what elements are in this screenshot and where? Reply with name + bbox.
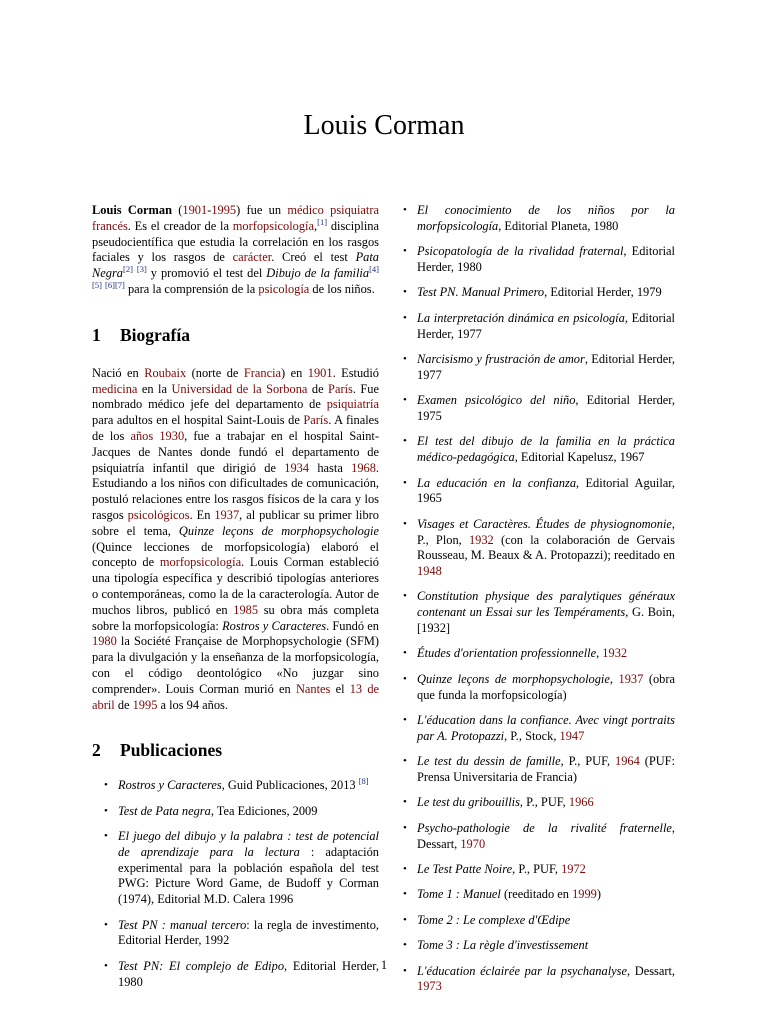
- wiki-link[interactable]: 1995: [132, 697, 158, 712]
- text-run: , Dessart,: [417, 820, 675, 851]
- reference-link[interactable]: [7]: [114, 279, 125, 290]
- wiki-link[interactable]: psicológicos: [127, 507, 190, 522]
- italic-title: Test PN: El complejo de Edipo: [118, 958, 285, 973]
- text-run: ,: [596, 646, 603, 661]
- wiki-link[interactable]: psiquiatría: [326, 397, 379, 412]
- text-run: . Fue nombrado médico jefe del departamento de: [92, 381, 379, 412]
- section-heading-biografia: [92, 324, 379, 346]
- wiki-link[interactable]: 1968: [351, 460, 376, 475]
- publication-item: [403, 713, 675, 745]
- text-run: : adaptación experimental para la población española del test PWG: Picture Word Game, de Budoff y Corman (1974), Editorial M.D. Calera 1996: [118, 844, 379, 907]
- italic-title: El test del dibujo de la familia en la práctica médico-pedagógica: [417, 434, 675, 465]
- wiki-link[interactable]: 1995: [211, 203, 237, 217]
- bullet-icon: •: [403, 517, 407, 530]
- text-run: , Editorial Aguilar, 1965: [417, 475, 675, 506]
- text-run: ,: [609, 671, 619, 686]
- text-run: . Es el creador de la: [127, 218, 233, 233]
- italic-title: Études d'orientation professionnelle: [417, 646, 597, 661]
- wiki-link[interactable]: 1934: [284, 460, 310, 475]
- publication-item: [403, 434, 675, 466]
- text-run: ): [596, 887, 602, 902]
- intro-paragraph: [92, 203, 379, 298]
- text-run: de: [307, 381, 329, 396]
- text-run: , P., Plon,: [417, 516, 675, 547]
- publication-item: [403, 352, 675, 384]
- text-run: de: [114, 697, 133, 712]
- wiki-link[interactable]: París: [303, 413, 329, 428]
- text-run: para adultos en el hospital Saint-Louis de: [92, 413, 304, 428]
- text-run: el: [330, 681, 350, 696]
- publication-item: [403, 311, 675, 343]
- italic-title: Tome 1 : Manuel: [417, 887, 501, 902]
- bullet-icon: •: [104, 959, 108, 972]
- wiki-link[interactable]: 13 de abril: [92, 681, 380, 712]
- publication-item: [92, 918, 379, 950]
- section-number: 1: [92, 324, 101, 345]
- publication-item: [403, 887, 675, 903]
- text-run: . Louis Corman estableció una tipología específica y describió tipologías anteriores o contemporáneas, como la de la caracterología. Autor de muchos libros, publicó en: [92, 555, 379, 617]
- bullet-icon: •: [403, 714, 407, 727]
- wiki-link[interactable]: 1932: [602, 646, 628, 661]
- wiki-link[interactable]: Roubaix: [144, 365, 187, 380]
- publication-item: [403, 754, 675, 786]
- italic-title: Le test du dessin de famille: [417, 754, 561, 769]
- text-run: (PUF: Prensa Universitaria de Francia): [417, 754, 675, 785]
- italic-title: Narcisismo y frustración de amor: [417, 351, 585, 366]
- text-run: , fue a trabajar en el hospital Saint-Jacques de Nantes donde fundó el departamento de psiquiatría infantil que dirigió de: [92, 428, 379, 475]
- text-run: , G. Boin, [1932]: [417, 605, 675, 636]
- left-column: [92, 203, 379, 1000]
- wiki-link[interactable]: París: [328, 381, 353, 396]
- wiki-link[interactable]: carácter: [232, 250, 272, 265]
- text-run: . A finales de los: [92, 413, 380, 443]
- text-run: . Estudió: [332, 365, 379, 380]
- text-run: . Fundó en: [326, 618, 379, 633]
- wiki-link[interactable]: años 1930: [130, 428, 185, 443]
- bullet-icon: •: [403, 311, 407, 324]
- text-run: , Editorial Herder, 1975: [417, 393, 675, 423]
- publication-item: [92, 778, 379, 794]
- italic-title: Rostros y Caracteres: [222, 618, 327, 633]
- text-run: , Tea Ediciones, 2009: [210, 803, 318, 818]
- italic-title: Examen psicológico del niño: [417, 393, 576, 408]
- bullet-icon: •: [403, 821, 407, 834]
- italic-title: Quinze leçons de morphopsychologie: [178, 523, 379, 538]
- italic-title: Tome 3 : La règle d'investissement: [417, 938, 589, 953]
- publication-item: [403, 589, 675, 636]
- page-title: Louis Corman: [303, 110, 465, 141]
- text-run: , Editorial Herder, 1979: [544, 285, 662, 300]
- text-run: . Estudiando a los niños con dificultades de comunicación, postuló relaciones entre los rasgos físicos de la cara y los rasgos: [92, 460, 380, 522]
- page-number: 1: [380, 958, 388, 972]
- bullet-icon: •: [403, 913, 407, 926]
- text-run: (reeditado en: [500, 887, 573, 902]
- bullet-icon: •: [403, 245, 407, 258]
- publication-item: [403, 795, 675, 811]
- text-run: , Editorial Herder, 1977: [417, 310, 675, 341]
- wiki-link[interactable]: 1932: [468, 532, 494, 547]
- publication-item: [403, 517, 675, 580]
- wiki-link[interactable]: 1999: [572, 887, 597, 902]
- bullet-icon: •: [104, 804, 108, 817]
- bullet-icon: •: [104, 918, 108, 931]
- text-run: en la: [137, 381, 172, 396]
- italic-title: Pata Negra: [92, 250, 379, 281]
- italic-title: Visages et Caractères. Études de physiognomonie: [417, 516, 672, 531]
- italic-title: Psycho-pathologie de la rivalité fraternelle: [417, 820, 672, 835]
- text-run: y promovió el test del: [146, 266, 267, 281]
- text-run: , Editorial Herder, 1980: [118, 958, 379, 989]
- bullet-icon: •: [104, 779, 108, 792]
- reference-link[interactable]: [1]: [317, 216, 328, 227]
- italic-title: La interpretación dinámica en psicología: [417, 310, 625, 325]
- text-run: de los niños.: [309, 281, 375, 296]
- wiki-link[interactable]: 1947: [559, 728, 585, 743]
- italic-title: Psicopatología de la rivalidad fraternal: [417, 244, 624, 259]
- publication-item: [403, 672, 675, 704]
- text-run: ) fue un: [236, 203, 288, 217]
- wiki-link[interactable]: 1980: [92, 634, 117, 649]
- biography-paragraph: [92, 366, 379, 714]
- wiki-link[interactable]: 1973: [417, 979, 442, 994]
- bullet-icon: •: [403, 476, 407, 489]
- italic-title: L'éducation dans la confiance. Avec vingt portraits par A. Protopazzi: [417, 713, 675, 743]
- bullet-icon: •: [403, 435, 407, 448]
- wiki-link[interactable]: 1985: [233, 602, 259, 617]
- bullet-icon: •: [403, 755, 407, 768]
- text-run: , Editorial Planeta, 1980: [498, 218, 619, 233]
- reference-link[interactable]: [6]: [105, 279, 115, 290]
- text-run: : la regla de investimento, Editorial Herder, 1992: [118, 917, 379, 948]
- text-run: (con la colaboración de Gervais Rousseau, M. Beaux & A. Protopazzi); reeditado en: [417, 532, 675, 563]
- publication-item: [403, 476, 675, 508]
- text-run: . Creó el test: [271, 250, 356, 265]
- wiki-link[interactable]: 1901: [307, 365, 333, 380]
- italic-title: Constitution physique des paralytiques généraux contenant un Essai sur les Tempéraments: [417, 589, 675, 620]
- wiki-link[interactable]: 1937: [618, 671, 644, 686]
- text-run: , Editorial Herder, 1980: [417, 244, 675, 274]
- wiki-link[interactable]: morfopsicología: [159, 555, 242, 570]
- italic-title: L'éducation éclairée par la psychanalyse: [417, 963, 627, 978]
- bullet-icon: •: [403, 204, 407, 216]
- wiki-link[interactable]: 1970: [460, 836, 486, 851]
- wiki-link[interactable]: Nantes: [295, 681, 331, 696]
- publication-item: [92, 829, 379, 908]
- wiki-link[interactable]: 1937: [214, 507, 240, 522]
- reference-link[interactable]: [5]: [92, 279, 102, 290]
- bullet-icon: •: [403, 352, 407, 365]
- publication-item: [403, 862, 675, 878]
- text-run: , Dessart,: [626, 963, 676, 978]
- right-column: [403, 203, 675, 1005]
- italic-title: La educación en la confianza: [417, 475, 577, 490]
- wiki-link[interactable]: 1901: [182, 203, 208, 217]
- bullet-icon: •: [403, 863, 407, 875]
- italic-title: Quinze leçons de morphopsychologie: [417, 671, 610, 686]
- italic-title: Test PN : manual tercero: [118, 917, 247, 932]
- text-run: disciplina pseudocientífica que estudia la correlación en los rasgos faciales y los rasgos de: [92, 218, 380, 265]
- publication-item: [403, 913, 675, 929]
- text-run: ,: [314, 218, 318, 233]
- wiki-link[interactable]: 1972: [561, 862, 586, 876]
- wiki-link[interactable]: 1964: [615, 754, 640, 769]
- wiki-link[interactable]: 1948: [417, 564, 442, 579]
- publication-item: [403, 821, 675, 853]
- italic-title: El juego del dibujo y la palabra : test de potencial de aprendizaje para la lectura: [118, 829, 379, 859]
- bullet-icon: •: [403, 590, 407, 603]
- section-title: Publicaciones: [120, 740, 223, 761]
- reference-link[interactable]: [4]: [369, 264, 379, 275]
- text-run: , Editorial Herder, 1977: [417, 351, 675, 382]
- wiki-link[interactable]: psicología: [258, 281, 310, 296]
- text-run: , P., Stock,: [504, 728, 560, 743]
- publication-item: [403, 938, 675, 954]
- text-run: su obra más completa sobre la morfopsicología:: [92, 602, 380, 633]
- italic-title: Test PN. Manual Primero: [417, 285, 545, 300]
- text-run: , al publicar su primer libro sobre el tema,: [92, 507, 379, 538]
- reference-link[interactable]: [2]: [122, 264, 133, 275]
- text-run: a los 94 años.: [157, 697, 228, 712]
- bullet-icon: •: [403, 672, 407, 685]
- bullet-icon: •: [403, 394, 407, 407]
- publication-item: [403, 646, 675, 662]
- bullet-icon: •: [403, 888, 407, 901]
- bullet-icon: •: [403, 939, 407, 952]
- bullet-icon: •: [403, 964, 407, 977]
- italic-title: Dibujo de la familia: [266, 266, 370, 281]
- text-run: (obra que funda la morfopsicología): [417, 671, 675, 702]
- text-run: , P., PUF,: [560, 754, 615, 769]
- italic-title: El conocimiento de los niños por la morfopsicología: [417, 203, 675, 233]
- text-run: (Quince lecciones de morfopsicología) elaboró el concepto de: [92, 539, 379, 570]
- publication-item: [403, 244, 675, 276]
- italic-title: Le test du gribouillis: [417, 795, 520, 810]
- wiki-link[interactable]: Universidad de la Sorbona: [171, 381, 308, 396]
- text-run: , P., PUF,: [512, 862, 562, 876]
- bullet-icon: •: [403, 286, 407, 299]
- section-heading-publicaciones: [92, 739, 379, 761]
- bullet-icon: •: [104, 830, 108, 843]
- text-run: , Editorial Kapelusz, 1967: [514, 450, 645, 465]
- publication-item: [403, 393, 675, 425]
- publication-item: [403, 285, 675, 301]
- italic-title: Rostros y Caracteres: [118, 778, 222, 793]
- italic-title: Test de Pata negra: [118, 803, 211, 818]
- text-run: (norte de: [186, 365, 244, 380]
- italic-title: Le Test Patte Noire: [417, 862, 513, 876]
- text-run: , P., PUF,: [519, 795, 569, 810]
- text-run: para la comprensión de la: [124, 281, 259, 296]
- text-run: -: [207, 203, 212, 217]
- reference-link[interactable]: [8]: [358, 776, 369, 787]
- italic-title: Tome 2 : Le complexe d'Œdipe: [417, 912, 571, 927]
- text-run: hasta: [309, 460, 352, 475]
- bold-name: Louis Corman: [92, 203, 172, 217]
- reference-link[interactable]: [3]: [136, 264, 147, 275]
- text-run: Nació en: [92, 365, 145, 380]
- wiki-link[interactable]: morfopsicología: [232, 218, 314, 233]
- section-title: Biografía: [120, 324, 190, 345]
- text-run: (: [171, 203, 183, 217]
- wiki-link[interactable]: médico psiquiatra francés: [92, 203, 379, 233]
- wiki-link[interactable]: 1966: [568, 795, 594, 810]
- section-number: 2: [92, 740, 101, 761]
- bullet-icon: •: [403, 796, 407, 809]
- wiki-link[interactable]: medicina: [92, 381, 138, 396]
- publication-item: [403, 203, 675, 235]
- bullet-icon: •: [403, 647, 407, 660]
- text-run: ) en: [281, 365, 308, 380]
- text-run: . En: [189, 507, 215, 522]
- text-run: la Société Française de Morphopsychologie (SFM) para la divulgación y la enseñanza de la morfopsicología, con el código deontológico «No juzgar sino comprender». Louis Corman murió en: [92, 634, 379, 696]
- wiki-link[interactable]: Francia: [243, 365, 282, 380]
- publication-item: [92, 804, 379, 820]
- text-run: , Guid Publicaciones, 2013: [221, 778, 359, 793]
- publications-list-right: [403, 203, 675, 995]
